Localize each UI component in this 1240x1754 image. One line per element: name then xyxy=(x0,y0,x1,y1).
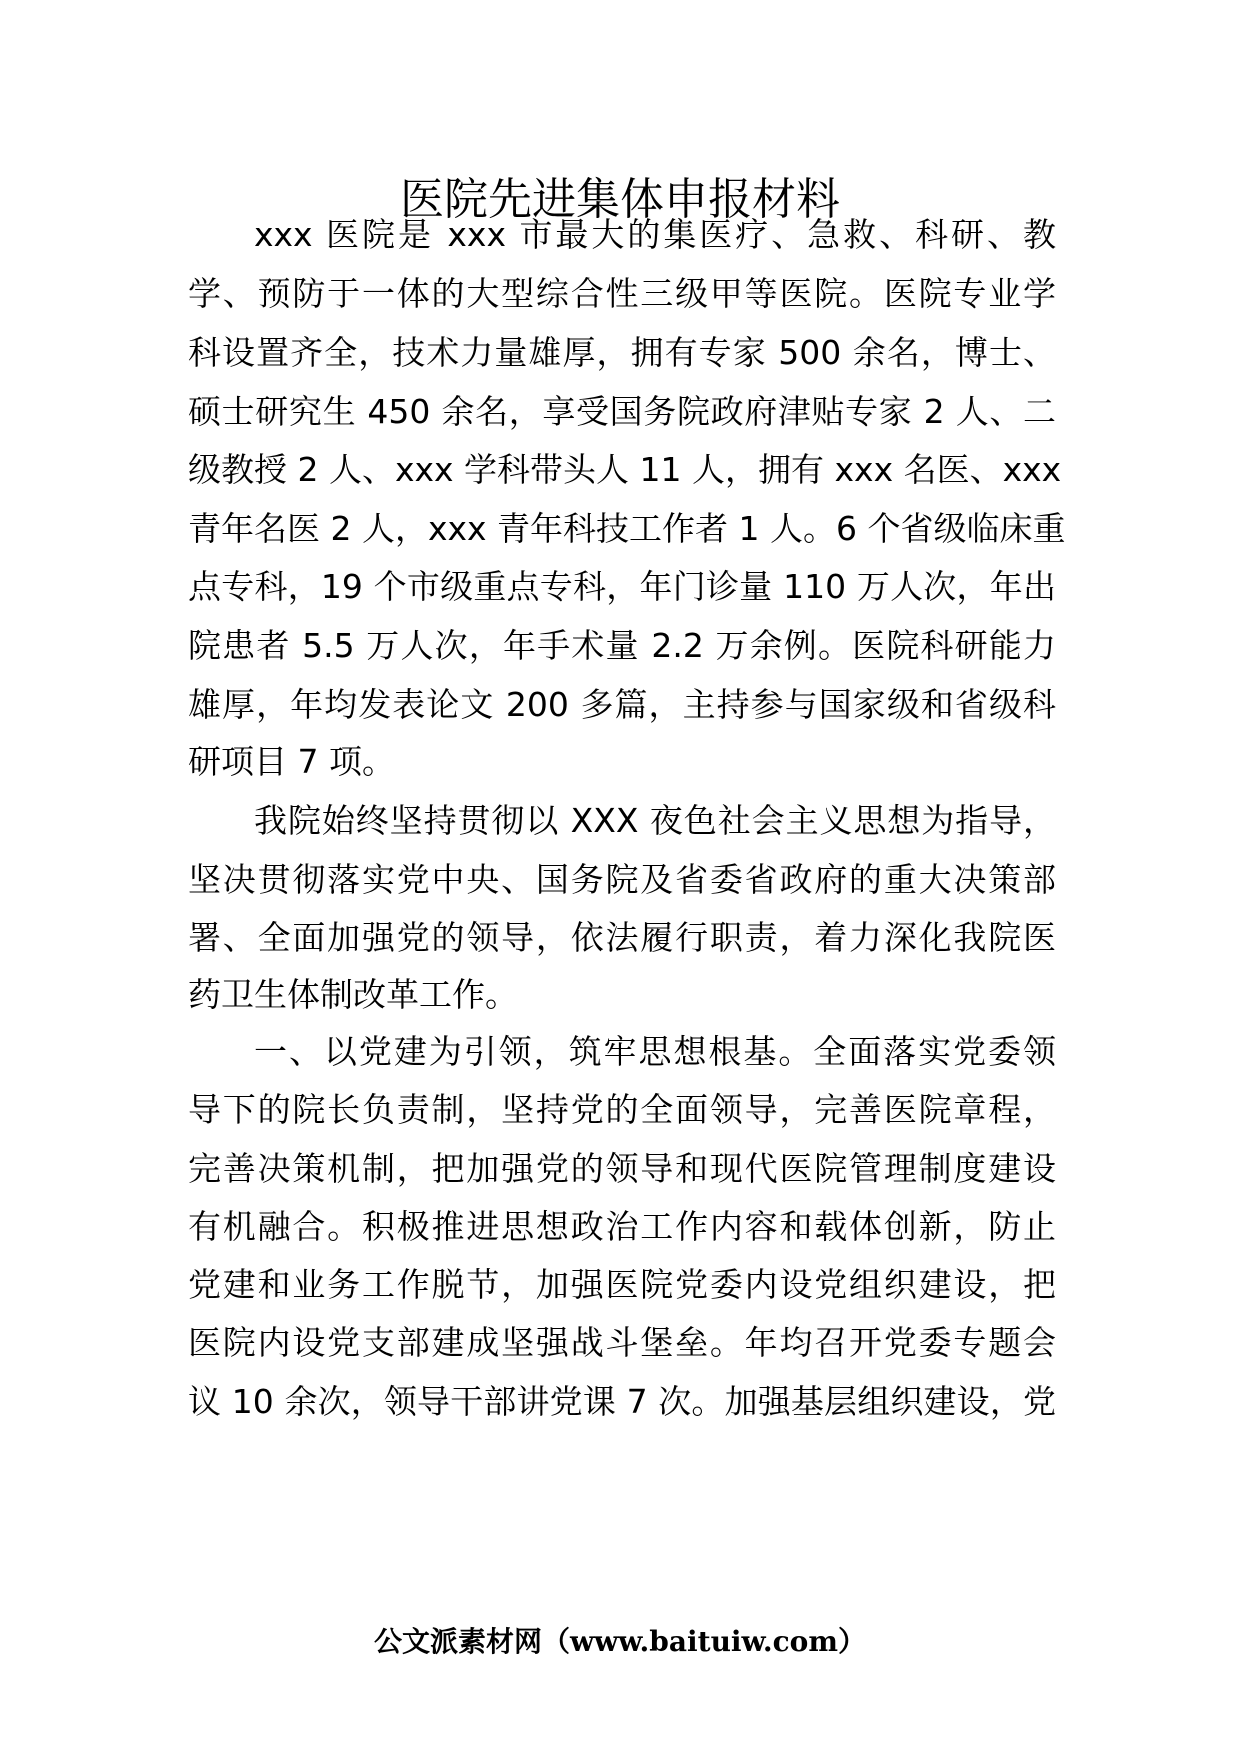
paragraph-1-line-10: 研项目 7 项。 xyxy=(188,742,395,781)
paragraph-1-line-7: 点专科，19 个市级重点专科，年门诊量 110 万人次，年出 xyxy=(188,567,1056,606)
paragraph-2-line-1: 我院始终坚持贯彻以 XXX 夜色社会主义思想为指导， xyxy=(254,801,1056,840)
footer-watermark: 公文派素材网（www.baituiw.com） xyxy=(374,1625,866,1658)
paragraph-3-line-7: 议 10 余次，领导干部讲党课 7 次。加强基层组织建设，党 xyxy=(188,1382,1056,1421)
paragraph-3-line-6: 医院内设党支部建成坚强战斗堡垒。年均召开党委专题会 xyxy=(188,1323,1056,1362)
paragraph-1-line-5: 级教授 2 人、xxx 学科带头人 11 人，拥有 xxx 名医、xxx xyxy=(188,450,1062,489)
paragraph-1-line-6: 青年名医 2 人，xxx 青年科技工作者 1 人。6 个省级临床重 xyxy=(188,509,1066,548)
paragraph-1-line-3: 科设置齐全，技术力量雄厚，拥有专家 500 余名，博士、 xyxy=(188,333,1056,372)
paragraph-3-line-5: 党建和业务工作脱节，加强医院党委内设党组织建设，把 xyxy=(188,1265,1056,1304)
paragraph-3-line-3: 完善决策机制，把加强党的领导和现代医院管理制度建设 xyxy=(188,1149,1056,1188)
paragraph-2-line-3: 署、全面加强党的领导，依法履行职责，着力深化我院医 xyxy=(188,918,1056,957)
paragraph-3-line-4: 有机融合。积极推进思想政治工作内容和载体创新，防止 xyxy=(188,1207,1056,1246)
paragraph-2-line-4: 药卫生体制改革工作。 xyxy=(188,975,518,1014)
paragraph-1-line-9: 雄厚，年均发表论文 200 多篇，主持参与国家级和省级科 xyxy=(188,685,1056,724)
paragraph-1-line-2: 学、预防于一体的大型综合性三级甲等医院。医院专业学 xyxy=(188,274,1056,313)
paragraph-1-line-8: 院患者 5.5 万人次，年手术量 2.2 万余例。医院科研能力 xyxy=(188,626,1056,665)
document-title: 医院先进集体申报材料 xyxy=(400,174,840,225)
paragraph-2-line-2: 坚决贯彻落实党中央、国务院及省委省政府的重大决策部 xyxy=(188,860,1056,899)
paragraph-1-line-1: xxx 医院是 xxx 市最大的集医疗、急救、科研、教 xyxy=(254,215,1056,254)
paragraph-1-line-4: 硕士研究生 450 余名，享受国务院政府津贴专家 2 人、二 xyxy=(188,392,1056,431)
paragraph-3-line-1: 一、以党建为引领，筑牢思想根基。全面落实党委领 xyxy=(254,1032,1056,1071)
paragraph-3-line-2: 导下的院长负责制，坚持党的全面领导，完善医院章程， xyxy=(188,1090,1056,1129)
